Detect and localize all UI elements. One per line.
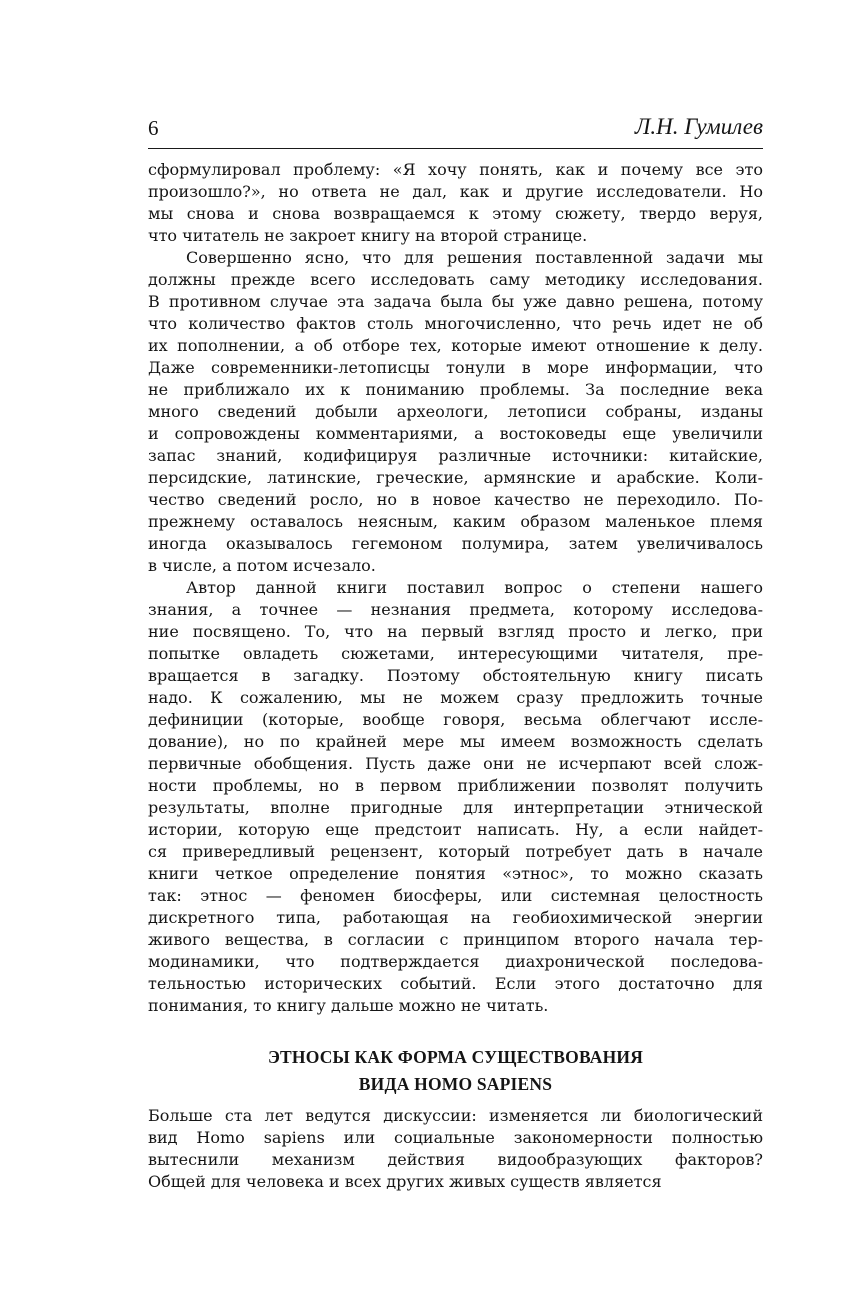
- text-line: Общей для человека и всех других живых существ является: [148, 1172, 662, 1191]
- section-heading-line: ВИДА HOMO SAPIENS: [358, 1074, 553, 1094]
- text-line: дефиниции (которые, вообще говоря, весьма облегчают иссле-: [148, 710, 763, 729]
- text-line: в числе, а потом исчезало.: [148, 556, 376, 575]
- running-head-author: Л.Н. Гумилев: [634, 114, 763, 139]
- text-line: ся привередливый рецензент, который потребует дать в начале: [148, 842, 763, 861]
- text-line: и сопровождены комментариями, а востоковеды еще увеличили: [148, 424, 763, 443]
- text-line: что читатель не закроет книгу на второй странице.: [148, 226, 588, 245]
- text-line: попытке овладеть сюжетами, интересующими читателя, пре-: [148, 644, 763, 663]
- text-line: иногда оказывалось гегемоном полумира, затем увеличивалось: [148, 534, 763, 553]
- text-line: ние посвящено. То, что на первый взгляд просто и легко, при: [148, 622, 763, 641]
- paragraph: [148, 1105, 763, 1193]
- text-line: мы снова и снова возвращаемся к этому сюжету, твердо веруя,: [148, 204, 763, 223]
- text-line: первичные обобщения. Пусть даже они не исчерпают всей слож-: [148, 754, 763, 773]
- body-text-bottom: [148, 1105, 763, 1193]
- text-line: Автор данной книги поставил вопрос о степени нашего: [186, 578, 763, 597]
- text-line: дование), но по крайней мере мы имеем возможность сделать: [148, 732, 763, 751]
- text-line: Больше ста лет ведутся дискуссии: изменяется ли биологический: [148, 1106, 763, 1125]
- section-heading: [148, 1044, 763, 1098]
- body-text-top: [148, 159, 763, 1017]
- text-line: вращается в загадку. Поэтому обстоятельную книгу писать: [148, 666, 763, 685]
- text-line: должны прежде всего исследовать саму методику исследования.: [148, 270, 763, 289]
- paragraph: [148, 159, 763, 247]
- text-line: книги четкое определение понятия «этнос», то можно сказать: [148, 864, 763, 883]
- text-line: ности проблемы, но в первом приближении позволят получить: [148, 776, 763, 795]
- header-rule: [148, 148, 763, 149]
- text-line: дискретного типа, работающая на геобиохимической энергии: [148, 908, 763, 927]
- text-line: запас знаний, кодифицируя различные источники: китайские,: [148, 446, 763, 465]
- paragraph: [148, 577, 763, 1017]
- text-line: не приближало их к пониманию проблемы. За последние века: [148, 380, 763, 399]
- text-line: их пополнении, а об отборе тех, которые имеют отношение к делу.: [148, 336, 763, 355]
- text-line: Совершенно ясно, что для решения поставленной задачи мы: [186, 248, 763, 267]
- text-line: знания, а точнее — незнания предмета, которому исследова-: [148, 600, 763, 619]
- paragraph: [148, 247, 763, 577]
- text-line: что количество фактов столь многочисленно, что речь идет не об: [148, 314, 763, 333]
- section-heading-line: ЭТНОСЫ КАК ФОРМА СУЩЕСТВОВАНИЯ: [267, 1047, 644, 1067]
- text-line: произошло?», но ответа не дал, как и другие исследователи. Но: [148, 182, 763, 201]
- text-line: персидские, латинские, греческие, армянские и арабские. Коли-: [148, 468, 763, 487]
- page-number: 6: [148, 116, 159, 140]
- text-line: Даже современники-летописцы тонули в море информации, что: [148, 358, 763, 377]
- text-line: живого вещества, в согласии с принципом второго начала тер-: [148, 930, 763, 949]
- text-line: вид Homo sapiens или социальные закономерности полностью: [148, 1128, 763, 1147]
- text-line: понимания, то книгу дальше можно не читать.: [148, 996, 549, 1015]
- text-line: В противном случае эта задача была бы уже давно решена, потому: [148, 292, 763, 311]
- text-line: результаты, вполне пригодные для интерпретации этнической: [148, 798, 763, 817]
- text-line: так: этнос — феномен биосферы, или системная целостность: [148, 886, 763, 905]
- text-line: много сведений добыли археологи, летописи собраны, изданы: [148, 402, 763, 421]
- text-line: вытеснили механизм действия видообразующих факторов?: [148, 1150, 763, 1169]
- text-line: модинамики, что подтверждается диахронической последова-: [148, 952, 763, 971]
- running-head: [148, 112, 763, 144]
- text-line: чество сведений росло, но в новое качество не переходило. По-: [148, 490, 763, 509]
- text-line: надо. К сожалению, мы не можем сразу предложить точные: [148, 688, 763, 707]
- text-line: сформулировал проблему: «Я хочу понять, как и почему все это: [148, 160, 763, 179]
- text-line: прежнему оставалось неясным, каким образом маленькое племя: [148, 512, 763, 531]
- text-line: тельностью исторических событий. Если этого достаточно для: [148, 974, 763, 993]
- text-line: истории, которую еще предстоит написать. Ну, а если найдет-: [148, 820, 763, 839]
